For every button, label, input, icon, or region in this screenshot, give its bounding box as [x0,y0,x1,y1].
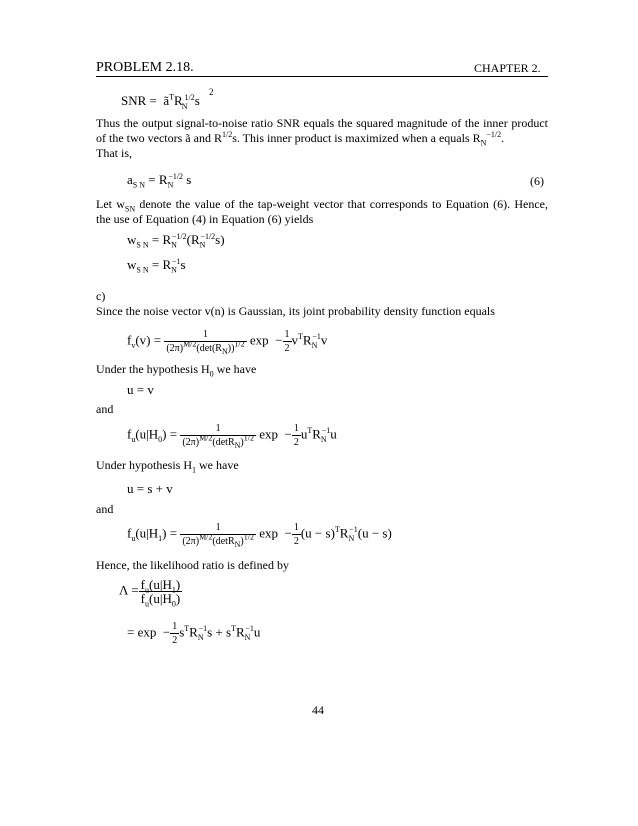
equation-u-s-v: u = s + v [127,481,173,496]
paragraph-2: Let $w_{SN}$ denote the value of the tap-weight vector that corresponds to Equation (6). Hence, the use of Equation (4) in Equation (6) yields [96,197,548,226]
fraction-half-2: $\frac{1}{2}$ [293,423,299,448]
equation-u-v: u = v [127,382,154,397]
paragraph-2-text-b: denote the value of the tap-weight vector that corresponds to Equation (6). Hence, the use of Equation (4) in Equation (6) yields [96,197,548,226]
paragraph-1-text: Thus the output signal-to-noise ratio SNR equals the squared magnitude of the inner product of the two vectors ã and R [96,116,548,145]
paragraph-5-text-b: we have [196,458,239,472]
header-right: CHAPTER 2. [474,61,541,75]
paragraph-5-text: Under hypothesis H [96,458,192,472]
paragraph-3: Since the noise vector v(n) is Gaussian, its joint probability density function equals [96,304,495,318]
fraction-fv: $\frac{1}{(2\pi)^{M/2}(\det(R_N))^{1/2}}$ [166,329,245,356]
fraction-lambda: $\frac{f_u(u|H_1)}{f_u(u|H_0)}$ [140,577,181,609]
equation-fu-h0: $f_u(u|H_0)$ = $\frac{1}{(2\pi)^{M/2}(\det R_N)^{1/2}}$ exp − $\frac{1}{2}$ $u^TR_N^{-1}u$ [127,423,337,450]
fraction-fu-h0: $\frac{1}{(2\pi)^{M/2}(\det R_N)^{1/2}}$ [182,423,254,450]
fraction-half: $\frac{1}{2}$ [284,329,290,354]
paragraph-6: Hence, the likelihood ratio is defined by [96,558,289,572]
header-rule [96,76,548,77]
equation-lambda-exp: = exp − $\frac{1}{2}$ $s^TR_N^{-1}s + s^TR_N^{-1}u$ [127,621,261,646]
and-1: and [96,402,114,416]
paragraph-1-text-b: s. This inner product is maximized when a equals R [232,131,481,145]
fraction-fu-h1: $\frac{1}{(2\pi)^{M/2}(\det R_N)^{1/2}}$ [182,522,254,549]
equation-wsn-2: $w_{S N} = R_N^{-1}s$ [127,256,186,275]
equation-6: $a_{S N} = R_N^{-1/2}$ s [127,171,192,190]
equation-fu-h1: $f_u(u|H_1)$ = $\frac{1}{(2\pi)^{M/2}(\det R_N)^{1/2}}$ exp − $\frac{1}{2}$ $(u - s)^TR_N^{-1}(u - s)$ [127,522,392,549]
and-2: and [96,502,114,516]
paragraph-4-text-b: we have [213,362,257,376]
paragraph-2-text: Let w [96,197,125,211]
equation-wsn-1: $w_{S N} = R_N^{-1/2}(R_N^{-1/2}s)$ [127,231,225,250]
fraction-half-3: $\frac{1}{2}$ [293,522,299,547]
fraction-half-4: $\frac{1}{2}$ [172,621,178,646]
paragraph-1-text-c: That is, [96,146,132,160]
header-left: PROBLEM 2.18. [96,60,194,75]
paragraph-4-text: Under the hypothesis H [96,362,210,376]
paragraph-1: Thus the output signal-to-noise ratio SNR equals the squared magnitude of the inner product of the two vectors ã and $R^{1/2}s$. This inner product is maximized when a equals $R_N^{-1/2}$. That is, [96,116,548,160]
page-number: 44 [312,703,324,717]
paragraph-4: Under the hypothesis $H_0$ we have [96,362,257,379]
equation-fv: $f_v(v)$ = $\frac{1}{(2\pi)^{M/2}(\det(R_N))^{1/2}}$ exp − $\frac{1}{2}$ $v^TR_N^{-1}v$ [127,329,328,356]
section-c-label: c) [96,289,106,303]
paragraph-5: Under hypothesis $H_1$ we have [96,458,239,475]
equation-snr: SNR = $ã^TR_N^{1/2}s$ $^2$ [121,87,214,111]
equation-6-label: (6) [530,174,544,188]
equation-lambda: Λ = $\frac{f_u(u|H_1)}{f_u(u|H_0)}$ [119,577,181,609]
